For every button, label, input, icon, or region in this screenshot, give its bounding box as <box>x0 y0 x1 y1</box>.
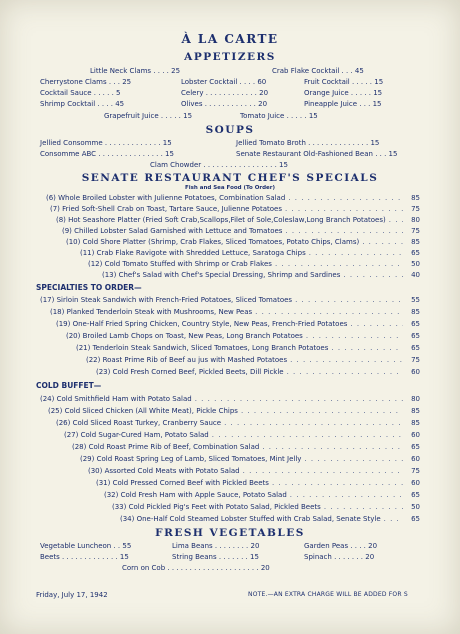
menu-item: Vegetable Luncheon . . 55 <box>40 542 132 550</box>
menu-item: Orange Juice . . . . . 15 <box>304 89 383 97</box>
appetizers-header: APPETIZERS <box>184 51 276 63</box>
menu-item: Tomato Juice . . . . . 15 <box>240 112 318 120</box>
menu-item: (31) Cold Pressed Corned Beef with Pickled Beets . . . 60 <box>96 478 420 488</box>
menu-item: (28) Cold Roast Prime Rib of Beef, Combination Salad . . . 65 <box>72 442 420 452</box>
menu-item: (29) Cold Roast Spring Leg of Lamb, Sliced Tomatoes, Mint Jelly . . . 60 <box>80 454 420 464</box>
menu-item: Pineapple Juice . . . 15 <box>304 100 382 108</box>
menu-item: (23) Cold Fresh Corned Beef, Pickled Beets, Dill Pickle . . . 60 <box>96 367 420 377</box>
page-title: À LA CARTE <box>181 32 279 46</box>
menu-item: (27) Cold Sugar-Cured Ham, Potato Salad . . . 60 <box>64 430 420 440</box>
menu-item: Little Neck Clams . . . . 25 <box>90 67 181 75</box>
menu-item: Beets . . . . . . . . . . . . . 15 <box>40 553 129 561</box>
menu-item: (34) One-Half Cold Steamed Lobster Stuffed with Crab Salad, Senate Style . . . 65 <box>120 514 420 524</box>
menu-item: (9) Chilled Lobster Salad Garnished with Lettuce and Tomatoes . . . 75 <box>62 226 420 236</box>
menu-item: (32) Cold Fresh Ham with Apple Sauce, Potato Salad . . . 65 <box>104 490 420 500</box>
specials-header: SENATE RESTAURANT CHEF'S SPECIALS <box>81 172 379 184</box>
menu-item: Lobster Cocktail . . . . 60 <box>181 78 267 86</box>
menu-item: (19) One-Half Fried Spring Chicken, Country Style, New Peas, French-Fried Potatoes . . . 65 <box>56 319 420 329</box>
menu-item: (10) Cold Shore Platter (Shrimp, Crab Flakes, Sliced Tomatoes, Potato Chips, Clams) . . . 85 <box>66 237 420 247</box>
menu-item: Jellied Tomato Broth . . . . . . . . . . . . . . 15 <box>236 139 380 147</box>
menu-item: (22) Roast Prime Rib of Beef au jus with Mashed Potatoes . . . 75 <box>86 355 420 365</box>
menu-item: (11) Crab Flake Ravigote with Shredded Lettuce, Saratoga Chips . . . 65 <box>80 248 420 258</box>
menu-item: Jellied Consomme . . . . . . . . . . . . . 15 <box>40 139 172 147</box>
specials-subheader: Fish and Sea Food (To Order) <box>185 185 275 191</box>
menu-item: Cherrystone Clams . . . 25 <box>40 78 132 86</box>
menu-item: (21) Tenderloin Steak Sandwich, Sliced Tomatoes, Long Branch Potatoes . . . 65 <box>76 343 420 353</box>
menu-item: Clam Chowder . . . . . . . . . . . . . . . . . 15 <box>150 161 288 169</box>
menu-note: NOTE.—AN EXTRA CHARGE WILL BE ADDED FOR S <box>248 591 408 598</box>
menu-item: (30) Assorted Cold Meats with Potato Salad . . . 75 <box>88 466 420 476</box>
cold-buffet-header: COLD BUFFET— <box>36 381 102 390</box>
menu-item: Cocktail Sauce . . . . . 5 <box>40 89 121 97</box>
vegetables-header: FRESH VEGETABLES <box>155 527 305 539</box>
menu-item: Celery . . . . . . . . . . . . 20 <box>181 89 269 97</box>
menu-date: Friday, July 17, 1942 <box>36 591 108 599</box>
menu-item: Olives . . . . . . . . . . . . 20 <box>181 100 268 108</box>
menu-item: (6) Whole Broiled Lobster with Julienne Potatoes, Combination Salad . . . 85 <box>46 193 420 203</box>
menu-item: (13) Chef's Salad with Chef's Special Dressing, Shrimp and Sardines . . . 40 <box>102 270 420 280</box>
menu-item: Garden Peas . . . . 20 <box>304 542 378 550</box>
menu-item: (18) Planked Tenderloin Steak with Mushrooms, New Peas . . . 85 <box>50 307 420 317</box>
menu-item: Lima Beans . . . . . . . . 20 <box>172 542 260 550</box>
menu-item: (17) Sirloin Steak Sandwich with French-Fried Potatoes, Sliced Tomatoes . . . 55 <box>40 295 420 305</box>
menu-item: (20) Broiled Lamb Chops on Toast, New Peas, Long Branch Potatoes . . . 65 <box>66 331 420 341</box>
menu-item: (26) Cold Sliced Roast Turkey, Cranberry Sauce . . . 85 <box>56 418 420 428</box>
specialties-header: SPECIALTIES TO ORDER— <box>36 283 142 292</box>
menu-item: (12) Cold Tomato Stuffed with Shrimp or Crab Flakes . . . 50 <box>88 259 420 269</box>
menu-item: Corn on Cob . . . . . . . . . . . . . . . . . . . . . 20 <box>122 564 270 572</box>
menu-item: Fruit Cocktail . . . . . 15 <box>304 78 384 86</box>
menu-item: Consomme ABC . . . . . . . . . . . . . . . 15 <box>40 150 174 158</box>
menu-item: (33) Cold Pickled Pig's Feet with Potato Salad, Pickled Beets . . . 50 <box>112 502 420 512</box>
soups-header: SOUPS <box>205 124 255 136</box>
menu-item: (25) Cold Sliced Chicken (All White Meat), Pickle Chips . . . 85 <box>48 406 420 416</box>
menu-item: (8) Hot Seashore Platter (Fried Soft Crab,Scallops,Filet of Sole,Coleslaw,Long Branch Potatoes) . . . 80 <box>56 215 420 225</box>
menu-item: Spinach . . . . . . . 20 <box>304 553 375 561</box>
menu-item: Shrimp Cocktail . . . . 45 <box>40 100 125 108</box>
menu-item: Senate Restaurant Old-Fashioned Bean . . . 15 <box>236 150 398 158</box>
menu-item: Crab Flake Cocktail . . . 45 <box>272 67 364 75</box>
menu-item: (7) Fried Soft-Shell Crab on Toast, Tartare Sauce, Julienne Potatoes . . . 75 <box>50 204 420 214</box>
menu-item: (24) Cold Smithfield Ham with Potato Salad . . . 80 <box>40 394 420 404</box>
menu-item: String Beans . . . . . . . 15 <box>172 553 259 561</box>
menu-item: Grapefruit Juice . . . . . 15 <box>104 112 193 120</box>
